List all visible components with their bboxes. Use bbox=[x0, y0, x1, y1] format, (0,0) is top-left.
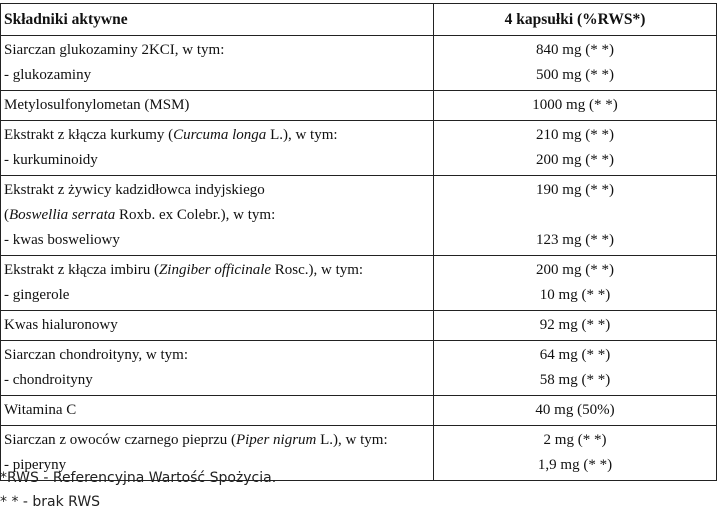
ingredient-line bbox=[4, 93, 430, 118]
ingredient-text: Siarczan glukozaminy 2KCI, w tym: bbox=[4, 42, 225, 58]
ingredient-text: - kwas bosweliowy bbox=[4, 232, 120, 248]
ingredient-text: L.), w tym: bbox=[316, 432, 388, 448]
dose-value: 58 mg (* *) bbox=[539, 372, 611, 388]
header-ingredients: Składniki aktywne bbox=[1, 4, 434, 36]
ingredient-text: Metylosulfonylometan (MSM) bbox=[4, 97, 190, 113]
dose-value: 200 mg (* *) bbox=[536, 152, 614, 168]
table-row bbox=[1, 311, 717, 341]
ingredient-line bbox=[4, 343, 430, 368]
table-row bbox=[1, 176, 717, 256]
latin-name: Piper nigrum bbox=[235, 432, 317, 448]
ingredient-line bbox=[4, 178, 430, 203]
table-row bbox=[1, 121, 717, 176]
dose-cell bbox=[434, 426, 717, 481]
ingredient-text: L.), w tym: bbox=[266, 127, 338, 143]
ingredient-cell bbox=[1, 396, 434, 426]
ingredient-line bbox=[4, 428, 430, 453]
ingredient-line bbox=[4, 368, 430, 393]
ingredient-text: - piperyny bbox=[4, 457, 67, 473]
ingredient-text: - kurkuminoidy bbox=[4, 152, 98, 168]
ingredient-cell bbox=[1, 91, 434, 121]
ingredient-text: - glukozaminy bbox=[4, 67, 92, 83]
footnote-no-rws: * * - brak RWS bbox=[0, 494, 101, 510]
dose-cell bbox=[434, 176, 717, 256]
ingredient-line bbox=[4, 148, 430, 173]
dose-cell bbox=[434, 36, 717, 91]
ingredient-text: Ekstrakt z kłącza imbiru ( bbox=[4, 262, 159, 278]
dose-cell bbox=[434, 396, 717, 426]
ingredient-text: Kwas hialuronowy bbox=[4, 317, 118, 333]
table-row bbox=[1, 36, 717, 91]
ingredient-text: Rosc.), w tym: bbox=[271, 262, 364, 278]
header-dose: 4 kapsułki (%RWS*) bbox=[434, 4, 717, 36]
dose-value: 1000 mg (* *) bbox=[532, 97, 618, 113]
dose-cell bbox=[434, 341, 717, 396]
ingredient-cell bbox=[1, 341, 434, 396]
dose-value: 10 mg (* *) bbox=[539, 287, 611, 303]
ingredient-line bbox=[4, 123, 430, 148]
dose-value: 1,9 mg (* *) bbox=[537, 457, 613, 473]
ingredient-text: - gingerole bbox=[4, 287, 70, 303]
latin-name: Curcuma longa bbox=[173, 127, 267, 143]
dose-value: 840 mg (* *) bbox=[536, 42, 614, 58]
table-header-row bbox=[1, 4, 717, 36]
dose-value: 40 mg (50%) bbox=[535, 402, 615, 418]
dose-value: 210 mg (* *) bbox=[536, 127, 614, 143]
dose-value: 500 mg (* *) bbox=[536, 67, 614, 83]
dose-value: 200 mg (* *) bbox=[536, 262, 614, 278]
ingredient-line bbox=[4, 313, 430, 338]
ingredient-line bbox=[4, 63, 430, 88]
dose-cell bbox=[434, 256, 717, 311]
ingredient-cell bbox=[1, 36, 434, 91]
ingredient-line bbox=[4, 398, 430, 423]
dose-cell bbox=[434, 121, 717, 176]
table-row bbox=[1, 341, 717, 396]
ingredient-line bbox=[4, 38, 430, 63]
ingredient-text: Siarczan z owoców czarnego pieprzu ( bbox=[4, 432, 236, 448]
dose-value: 190 mg (* *) bbox=[536, 182, 614, 198]
ingredient-line bbox=[4, 258, 430, 283]
dose-value: 64 mg (* *) bbox=[539, 347, 611, 363]
ingredient-text: Ekstrakt z kłącza kurkumy ( bbox=[4, 127, 174, 143]
ingredient-text: Roxb. ex Colebr.), w tym: bbox=[115, 207, 276, 223]
ingredient-text: - chondroityny bbox=[4, 372, 93, 388]
ingredient-text: Siarczan chondroityny, w tym: bbox=[4, 347, 188, 363]
latin-name: Zingiber officinale bbox=[158, 262, 272, 278]
latin-name: Boswellia serrata bbox=[9, 207, 116, 223]
ingredient-line bbox=[4, 283, 430, 308]
ingredient-line bbox=[4, 228, 430, 253]
dose-cell bbox=[434, 91, 717, 121]
footnote-rws: *RWS - Referencyjna Wartość Spożycia. bbox=[0, 470, 277, 486]
ingredient-cell bbox=[1, 176, 434, 256]
ingredient-cell bbox=[1, 121, 434, 176]
ingredient-line bbox=[4, 203, 430, 228]
table-row bbox=[1, 256, 717, 311]
ingredients-table bbox=[0, 3, 717, 481]
ingredient-cell bbox=[1, 256, 434, 311]
ingredient-cell bbox=[1, 311, 434, 341]
dose-value: 2 mg (* *) bbox=[543, 432, 607, 448]
ingredient-text: ( bbox=[4, 207, 9, 223]
ingredient-text: Witamina C bbox=[4, 402, 77, 418]
ingredient-text: Ekstrakt z żywicy kadzidłowca indyjskiego bbox=[4, 182, 265, 198]
table-row bbox=[1, 91, 717, 121]
dose-cell bbox=[434, 311, 717, 341]
table-row bbox=[1, 396, 717, 426]
dose-value: 92 mg (* *) bbox=[539, 317, 611, 333]
dose-value bbox=[437, 203, 713, 228]
dose-value: 123 mg (* *) bbox=[536, 232, 614, 248]
